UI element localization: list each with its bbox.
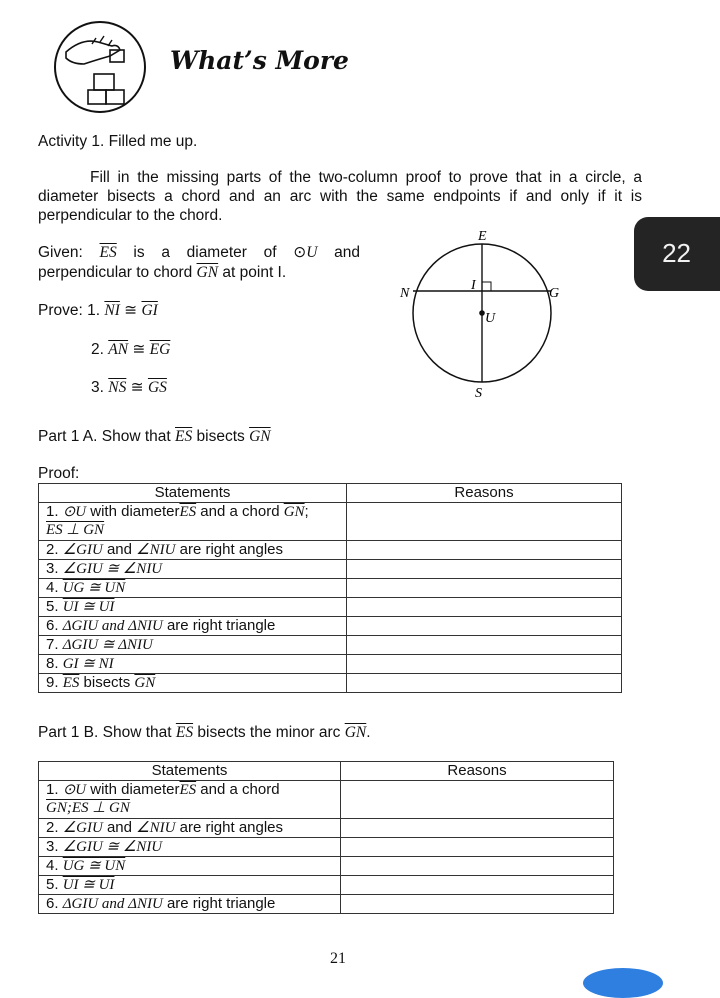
statement-cell [39,876,341,895]
statement-text: bisects [79,674,135,691]
part1a-title-text: Part 1 A. Show that [38,428,175,445]
page-tab-label: 22 [662,238,691,268]
statement-num: 3. [46,838,63,855]
statement-num: 8. [46,655,63,672]
statement-text: are right triangle [162,895,276,912]
reason-cell[interactable] [347,560,622,579]
table-row [39,674,622,693]
prove-right: $\overline{GS}$ [147,379,167,396]
given-text-2: and perpendicular to chord [38,244,361,281]
statement-text: and [102,819,137,836]
segment-es: $\overline{ES}$ [99,244,117,261]
math-text: ∠GIU [62,820,103,836]
hand-blocks-logo-icon [52,20,148,114]
reason-cell[interactable] [341,781,614,819]
reason-cell[interactable] [347,503,622,541]
arc-gn: $\overline{GN}$ [344,724,367,741]
label-n: N [400,286,410,301]
table-header-row [39,484,622,503]
segment-gn: $\overline{GN}$ [196,264,219,281]
math-text: $\overline{ES}$ [62,675,80,691]
statement-cell [39,781,341,819]
math-text: UI ≅ UI [62,877,115,893]
prove-item-1 [38,301,158,320]
statement-cell [39,560,347,579]
table-row [39,541,622,560]
statement-text: and a chord [196,781,280,798]
statement-cell [39,857,341,876]
table-row [39,560,622,579]
math-text: ΔGIU ≅ ΔNIU [62,637,153,653]
statement-text: with diameter [86,781,180,798]
reason-cell[interactable] [341,876,614,895]
table-row [39,655,622,674]
reason-cell[interactable] [347,541,622,560]
math-text: UG ≅ UN [62,580,126,596]
prove-item-2 [91,340,170,359]
table-row [39,895,614,914]
prove-item-3 [91,378,167,397]
label-g: G [549,286,560,301]
math-text: ∠NIU [136,820,176,836]
math-text: ES ⊥ GN [46,522,105,538]
table-row [39,503,622,541]
part1b-title-text-2: bisects the minor arc [193,724,345,741]
statement-cell [39,598,347,617]
math-text: ⊙U [62,782,87,798]
table-row [39,598,622,617]
table-row [39,636,622,655]
math-text: ∠GIU ≅ ∠NIU [62,561,163,577]
statement-num: 4. [46,857,63,874]
page-number: 21 [330,950,346,967]
center-point [479,310,485,316]
table-row [39,579,622,598]
corner-decoration [583,968,663,998]
statement-cell [39,674,347,693]
center-u: U [306,244,318,261]
cong-symbol: ≅ [119,302,142,319]
part1b-title [38,724,371,742]
statement-num: 5. [46,876,63,893]
statement-num: 7. [46,636,63,653]
part1a-title [38,428,271,446]
table-row [39,819,614,838]
segment-gn: $\overline{GN}$ [249,428,271,445]
given-text-3: at point I. [218,264,287,281]
reason-cell[interactable] [341,895,614,914]
statement-cell [39,895,341,914]
reason-cell[interactable] [341,819,614,838]
prove-left: $\overline{NS}$ [108,379,127,396]
statement-cell [39,838,341,857]
statement-cell [39,617,347,636]
table-row [39,617,622,636]
math-text: $\overline{ES}$ [179,782,197,798]
math-text: ∠GIU [62,542,103,558]
label-s: S [475,386,482,401]
math-text: ∠GIU ≅ ∠NIU [62,839,163,855]
table-row [39,857,614,876]
proof-table-part1b [38,761,614,914]
part1b-title-text: Part 1 B. Show that [38,724,176,741]
prove-label: Prove: [38,302,83,319]
reasons-header: Reasons [341,762,614,781]
part1b-title-end: . [366,724,371,741]
statement-num: 9. [46,674,63,691]
statement-num: 6. [46,617,63,634]
segment-es: $\overline{ES}$ [175,428,193,445]
statement-num: 2. [46,819,63,836]
statement-cell [39,541,347,560]
statement-text: are right angles [175,819,284,836]
label-e: E [478,229,487,244]
statement-num: 6. [46,895,63,912]
proof-table-part1a [38,483,622,693]
math-text: UG ≅ UN [62,858,126,874]
statements-header: Statements [39,762,341,781]
math-text: ⊙U [62,504,87,520]
circle-diagram [395,225,575,405]
reason-cell[interactable] [347,579,622,598]
math-text: GN;ES ⊥ GN [46,800,130,816]
statement-text: and a chord [196,503,284,520]
math-text: $\overline{ES}$ [179,504,197,520]
statement-text: and [102,541,137,558]
prove-left: $\overline{NI}$ [104,302,120,319]
right-angle-mark [482,282,491,291]
table-row [39,781,614,819]
section-title: What’s More [170,46,349,75]
reasons-header: Reasons [347,484,622,503]
prove-left: $\overline{AN}$ [108,341,129,358]
activity-title: Activity 1. Filled me up. [38,133,198,150]
reason-cell[interactable] [347,598,622,617]
math-text: $\overline{GN}$ [134,675,156,691]
statement-cell [39,503,347,541]
prove-num: 2. [91,341,104,358]
statement-text: are right angles [175,541,284,558]
statement-cell [39,579,347,598]
given-statement [38,243,360,283]
table-row [39,838,614,857]
prove-num: 1. [87,302,101,319]
reason-cell[interactable] [347,617,622,636]
label-i: I [471,278,476,293]
statement-num: 5. [46,598,63,615]
segment-es: $\overline{ES}$ [175,724,194,741]
proof-label: Proof: [38,465,80,482]
statement-num: 4. [46,579,63,596]
prove-right: $\overline{GI}$ [141,302,158,319]
statement-text: with diameter [86,503,180,520]
table-header-row [39,762,614,781]
given-label: Given: [38,244,83,261]
circle-symbol: ⊙ [293,244,307,261]
math-text: ΔGIU and ΔNIU [62,896,163,912]
part1a-title-text-2: bisects [192,428,250,445]
math-text: ΔGIU and ΔNIU [62,618,163,634]
statements-header: Statements [39,484,347,503]
reason-cell[interactable] [347,674,622,693]
reason-cell[interactable] [341,857,614,876]
prove-right: $\overline{EG}$ [149,341,171,358]
prove-num: 3. [91,379,104,396]
statement-num: 1. [46,781,63,798]
statement-num: 2. [46,541,63,558]
statement-cell [39,819,341,838]
math-text: ∠NIU [136,542,176,558]
reason-cell[interactable] [341,838,614,857]
math-text: GI ≅ NI [62,656,114,672]
table-row [39,876,614,895]
label-u: U [485,311,496,326]
cong-symbol: ≅ [128,341,150,358]
statement-text: ; [304,503,309,520]
math-text: $\overline{GN}$ [283,504,305,520]
statement-text: are right triangle [162,617,276,634]
statement-num: 1. [46,503,63,520]
cong-symbol: ≅ [126,379,148,396]
reason-cell[interactable] [347,636,622,655]
activity-instructions: Fill in the missing parts of the two-column proof to prove that in a circle, a diameter bisects a chord and an arc with the same endpoints if and only if it is perpendicular to the chord. [38,169,642,224]
statement-cell [39,636,347,655]
given-text: is a diameter of [116,244,294,261]
statement-num: 3. [46,560,63,577]
statement-cell [39,655,347,674]
math-text: UI ≅ UI [62,599,115,615]
reason-cell[interactable] [347,655,622,674]
